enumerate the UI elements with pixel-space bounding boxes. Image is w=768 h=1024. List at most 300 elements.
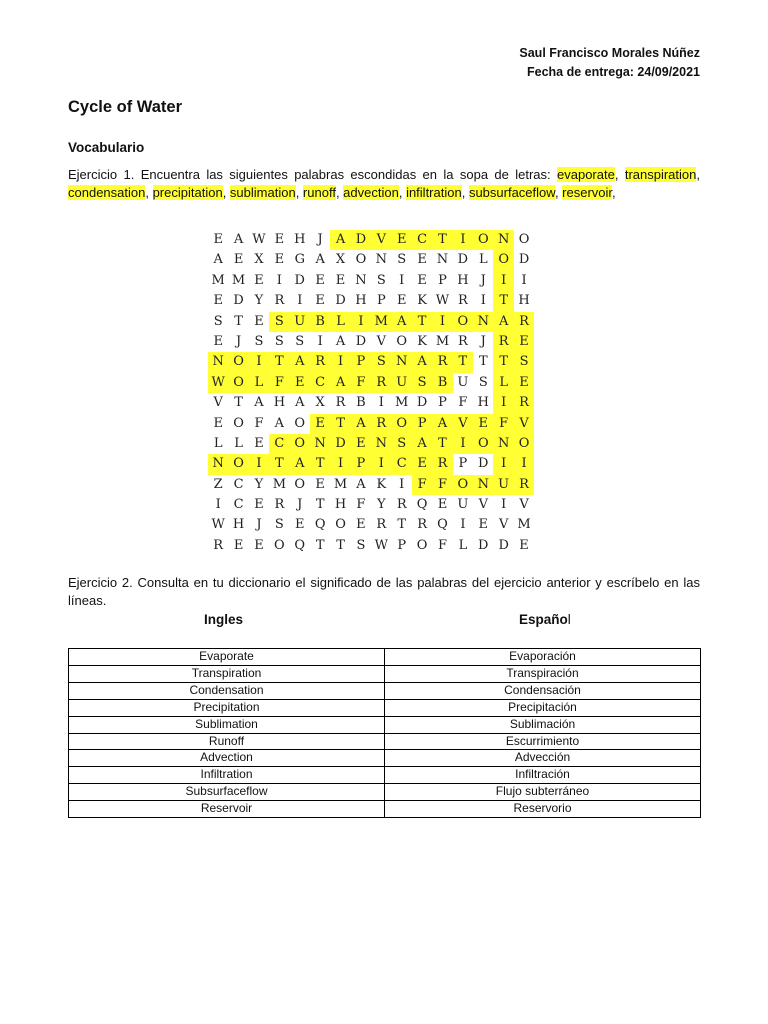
spanish-term: Evaporación xyxy=(385,649,701,666)
word-list-item: precipitation xyxy=(152,184,223,200)
grid-letter: F xyxy=(356,497,366,513)
grid-letter: F xyxy=(458,395,468,411)
grid-letter: T xyxy=(310,454,330,474)
grid-letter: O xyxy=(335,517,346,533)
grid-letter: E xyxy=(437,497,448,513)
grid-letter: M xyxy=(272,476,287,492)
word-list-item: advection xyxy=(343,184,399,200)
grid-letter: P xyxy=(397,537,407,553)
table-row xyxy=(69,699,701,716)
grid-letter: T xyxy=(234,313,243,329)
grid-letter: T xyxy=(315,497,325,513)
grid-letter: I xyxy=(432,312,452,332)
grid-letter: V xyxy=(519,497,529,513)
grid-letter: E xyxy=(290,373,310,393)
grid-row xyxy=(208,373,534,393)
grid-letter: V xyxy=(371,230,391,250)
grid-letter: U xyxy=(457,374,469,390)
spanish-term: Transpiración xyxy=(385,665,701,682)
grid-letter: T xyxy=(315,537,325,553)
grid-letter: K xyxy=(417,333,427,349)
grid-letter: S xyxy=(213,313,223,329)
grid-letter: N xyxy=(310,434,330,454)
grid-row xyxy=(208,454,534,474)
grid-letter: O xyxy=(228,352,248,372)
column-heading-english: Ingles xyxy=(204,612,244,627)
grid-letter: R xyxy=(457,293,468,309)
word-list-item: reservoir xyxy=(562,184,613,200)
grid-letter: B xyxy=(432,373,452,393)
grid-letter: A xyxy=(493,312,513,332)
grid-letter: I xyxy=(521,272,527,288)
grid-letter: I xyxy=(249,352,269,372)
grid-letter: T xyxy=(493,291,513,311)
grid-letter: D xyxy=(478,456,489,472)
grid-letter: O xyxy=(233,415,244,431)
grid-letter: I xyxy=(351,312,371,332)
grid-letter: N xyxy=(375,252,387,268)
grid-letter: N xyxy=(473,312,493,332)
grid-letter: L xyxy=(234,435,243,451)
document-header xyxy=(519,44,700,82)
grid-letter: I xyxy=(399,476,405,492)
grid-letter: H xyxy=(294,232,306,247)
exercise2-instructions: Ejercicio 2. Consulta en tu diccionario el significado de las palabras del ejercicio anterior y escríbelo en las líneas. xyxy=(68,575,700,608)
grid-letter: M xyxy=(231,272,246,288)
grid-letter: T xyxy=(432,230,452,250)
table-row xyxy=(69,750,701,767)
grid-letter: V xyxy=(498,517,509,533)
grid-letter: O xyxy=(228,373,248,393)
grid-letter: P xyxy=(351,454,371,474)
grid-letter: F xyxy=(493,414,513,434)
grid-letter: O xyxy=(473,434,493,454)
grid-letter: I xyxy=(480,293,486,309)
word-list-item: sublimation xyxy=(229,184,296,200)
grid-letter: I xyxy=(493,393,513,413)
grid-letter: U xyxy=(290,312,310,332)
grid-letter: J xyxy=(480,333,486,349)
grid-letter: I xyxy=(514,454,534,474)
grid-letter: L xyxy=(249,373,269,393)
english-term: Precipitation xyxy=(69,699,385,716)
grid-letter: D xyxy=(457,252,469,268)
grid-letter: V xyxy=(213,395,223,411)
grid-letter: E xyxy=(412,454,432,474)
grid-letter: O xyxy=(396,333,408,349)
grid-letter: R xyxy=(514,312,534,332)
grid-letter: O xyxy=(392,414,412,434)
grid-letter: E xyxy=(519,537,529,553)
grid-letter: U xyxy=(493,475,513,495)
grid-letter: M xyxy=(211,272,225,288)
grid-letter: O xyxy=(228,454,248,474)
grid-letter: T xyxy=(412,312,432,332)
grid-letter: A xyxy=(432,414,452,434)
grid-letter: N xyxy=(208,352,228,372)
grid-letter: W xyxy=(211,517,225,533)
grid-letter: N xyxy=(473,475,493,495)
grid-letter: N xyxy=(371,434,391,454)
grid-letter: A xyxy=(330,230,350,250)
grid-letter: P xyxy=(376,293,386,309)
grid-letter: O xyxy=(294,476,306,492)
grid-letter: A xyxy=(233,232,244,247)
grid-letter: E xyxy=(295,517,305,533)
grid-letter: O xyxy=(473,230,493,250)
grid-row xyxy=(208,352,534,372)
spanish-term: Advección xyxy=(385,750,701,767)
grid-letter: B xyxy=(356,395,366,411)
grid-letter: A xyxy=(330,373,350,393)
grid-letter: P xyxy=(412,414,432,434)
vocabulary-table-body xyxy=(69,649,701,818)
english-term: Subsurfaceflow xyxy=(69,784,385,801)
grid-letter: R xyxy=(274,293,285,309)
grid-letter: J xyxy=(297,497,303,513)
grid-letter: E xyxy=(315,293,325,309)
grid-letter: X xyxy=(254,252,264,268)
grid-letter: N xyxy=(208,454,228,474)
grid-letter: E xyxy=(274,232,285,247)
grid-letter: E xyxy=(213,415,223,431)
grid-letter: M xyxy=(371,312,391,332)
grid-letter: E xyxy=(392,230,412,250)
exercise1-intro: Ejercicio 1. Encuentra las siguientes palabras escondidas en la sopa de letras: xyxy=(68,167,558,182)
grid-letter: R xyxy=(432,352,452,372)
grid-letter: F xyxy=(269,373,289,393)
grid-letter: I xyxy=(453,230,473,250)
grid-letter: A xyxy=(412,352,432,372)
grid-letter: L xyxy=(330,312,350,332)
grid-letter: C xyxy=(392,454,412,474)
section-heading: Vocabulario xyxy=(68,140,145,155)
grid-row xyxy=(208,230,534,250)
grid-letter: C xyxy=(412,230,432,250)
grid-letter: I xyxy=(297,293,303,309)
grid-letter: E xyxy=(254,497,264,513)
grid-row xyxy=(208,536,534,556)
english-term: Infiltration xyxy=(69,767,385,784)
grid-letter: E xyxy=(315,272,325,288)
grid-letter: N xyxy=(392,352,412,372)
grid-letter: A xyxy=(335,333,346,349)
grid-letter: J xyxy=(480,272,486,288)
grid-letter: P xyxy=(458,456,468,472)
grid-letter: F xyxy=(351,373,371,393)
grid-letter: I xyxy=(378,395,384,411)
grid-letter: E xyxy=(254,537,264,553)
english-term: Advection xyxy=(69,750,385,767)
grid-letter: H xyxy=(477,395,489,411)
grid-letter: S xyxy=(356,537,366,553)
spanish-heading-tail: l xyxy=(567,612,571,627)
grid-letter: N xyxy=(493,434,513,454)
grid-letter: N xyxy=(436,252,449,268)
grid-letter: W xyxy=(252,232,266,247)
grid-row xyxy=(208,515,534,535)
grid-letter: V xyxy=(376,333,387,349)
grid-letter: O xyxy=(453,475,473,495)
grid-letter: I xyxy=(371,454,391,474)
english-term: Reservoir xyxy=(69,801,385,818)
grid-letter: J xyxy=(235,333,242,349)
grid-letter: D xyxy=(294,272,305,288)
grid-letter: E xyxy=(213,293,223,309)
grid-letter: F xyxy=(432,475,452,495)
grid-row xyxy=(208,332,534,352)
grid-letter: S xyxy=(274,517,284,533)
spanish-term: Flujo subterráneo xyxy=(385,784,701,801)
grid-letter: T xyxy=(453,352,473,372)
grid-letter: A xyxy=(290,352,310,372)
grid-letter: E xyxy=(473,414,493,434)
grid-letter: Y xyxy=(377,497,386,513)
grid-letter: Q xyxy=(416,497,428,513)
grid-letter: E xyxy=(351,434,371,454)
grid-letter: S xyxy=(478,374,488,390)
grid-letter: Q xyxy=(437,517,448,533)
word-list-item: infiltration xyxy=(406,184,462,200)
grid-letter: R xyxy=(417,517,427,533)
table-row xyxy=(69,682,701,699)
grid-letter: A xyxy=(315,252,325,268)
grid-letter: A xyxy=(254,395,264,411)
grid-letter: I xyxy=(317,333,323,349)
word-list: evaporate, transpiration, condensation, precipitation, sublimation, runoff, advection, infiltration, subsurfaceflow, reservoir, xyxy=(68,167,700,200)
grid-letter: E xyxy=(478,517,489,533)
grid-letter: K xyxy=(417,293,427,309)
grid-row xyxy=(208,393,534,413)
grid-letter: I xyxy=(330,352,350,372)
grid-letter: G xyxy=(294,252,305,268)
grid-letter: S xyxy=(392,434,412,454)
grid-letter: P xyxy=(438,272,447,288)
grid-letter: R xyxy=(274,497,285,513)
grid-letter: R xyxy=(371,373,391,393)
grid-row xyxy=(208,312,534,332)
spanish-heading-bold: Españo xyxy=(519,612,568,627)
grid-letter: X xyxy=(335,252,346,268)
grid-letter: O xyxy=(294,415,306,431)
grid-letter: D xyxy=(351,230,371,250)
word-list-item: subsurfaceflow xyxy=(468,184,555,200)
grid-letter: H xyxy=(273,395,286,411)
grid-letter: O xyxy=(453,312,473,332)
grid-letter: M xyxy=(435,333,450,349)
grid-letter: R xyxy=(457,333,468,349)
grid-letter: O xyxy=(493,250,513,270)
grid-letter: N xyxy=(493,230,513,250)
grid-letter: O xyxy=(514,434,534,454)
table-row xyxy=(69,716,701,733)
page-title: Cycle of Water xyxy=(68,98,183,116)
grid-letter: V xyxy=(514,414,534,434)
english-term: Runoff xyxy=(69,733,385,750)
english-term: Evaporate xyxy=(69,649,385,666)
grid-letter: D xyxy=(478,537,489,553)
grid-letter: J xyxy=(256,517,262,533)
word-list-item: evaporate xyxy=(557,167,615,182)
grid-letter: W xyxy=(435,293,450,309)
grid-letter: R xyxy=(493,332,513,352)
grid-letter: R xyxy=(371,414,391,434)
grid-letter: T xyxy=(234,395,243,411)
grid-letter: D xyxy=(355,333,367,349)
grid-letter: F xyxy=(254,415,264,431)
spanish-term: Infiltración xyxy=(385,767,701,784)
grid-letter: S xyxy=(514,352,534,372)
grid-letter: I xyxy=(493,271,513,291)
grid-letter: O xyxy=(274,537,285,553)
grid-letter: S xyxy=(397,252,407,268)
grid-letter: R xyxy=(213,537,224,553)
grid-letter: E xyxy=(310,414,330,434)
grid-row xyxy=(208,271,534,291)
grid-letter: O xyxy=(416,537,428,553)
grid-letter: E xyxy=(315,476,325,492)
grid-letter: M xyxy=(517,517,531,533)
grid-letter: E xyxy=(514,373,534,393)
grid-row xyxy=(208,414,534,434)
grid-row xyxy=(208,475,534,495)
grid-letter: T xyxy=(478,354,488,370)
grid-letter: L xyxy=(478,252,488,268)
grid-letter: F xyxy=(437,537,447,553)
grid-letter: W xyxy=(374,537,388,553)
spanish-term: Precipitación xyxy=(385,699,701,716)
grid-letter: M xyxy=(395,395,409,411)
grid-letter: W xyxy=(208,373,228,393)
grid-letter: A xyxy=(356,476,366,492)
grid-letter: R xyxy=(335,395,346,411)
grid-letter: C xyxy=(310,373,330,393)
grid-letter: E xyxy=(335,272,346,288)
grid-letter: E xyxy=(254,313,264,329)
grid-letter: R xyxy=(514,393,534,413)
grid-letter: I xyxy=(493,454,513,474)
grid-letter: D xyxy=(335,293,346,309)
grid-letter: I xyxy=(460,517,466,533)
grid-letter: Q xyxy=(294,537,306,553)
grid-letter: A xyxy=(392,312,412,332)
grid-letter: D xyxy=(518,252,530,268)
grid-letter: I xyxy=(215,497,221,513)
spanish-term: Escurrimiento xyxy=(385,733,701,750)
grid-letter: H xyxy=(232,517,245,533)
grid-letter: K xyxy=(376,476,387,492)
grid-letter: B xyxy=(310,312,330,332)
column-heading-spanish xyxy=(519,612,571,627)
grid-letter: R xyxy=(310,352,330,372)
grid-letter: N xyxy=(355,272,367,288)
grid-letter: A xyxy=(351,414,371,434)
grid-letter: S xyxy=(371,352,391,372)
grid-letter: E xyxy=(396,293,407,309)
grid-letter: R xyxy=(432,454,452,474)
grid-letter: I xyxy=(276,272,282,288)
grid-row xyxy=(208,495,534,515)
grid-letter: M xyxy=(333,476,348,492)
grid-letter: R xyxy=(376,517,387,533)
grid-letter: H xyxy=(334,497,347,513)
grid-letter: A xyxy=(213,252,223,268)
grid-letter: Y xyxy=(254,293,264,309)
english-term: Condensation xyxy=(69,682,385,699)
grid-letter: I xyxy=(453,434,473,454)
grid-letter: L xyxy=(493,373,513,393)
grid-letter: C xyxy=(233,497,244,513)
grid-letter: V xyxy=(478,497,488,513)
grid-letter: D xyxy=(233,293,244,309)
grid-row xyxy=(208,291,534,311)
author-name: Saul Francisco Morales Núñez xyxy=(519,46,700,60)
spanish-term: Sublimación xyxy=(385,716,701,733)
grid-letter: I xyxy=(330,454,350,474)
exercise1-instructions xyxy=(68,166,700,201)
grid-letter: A xyxy=(412,434,432,454)
table-row xyxy=(69,767,701,784)
grid-letter: O xyxy=(518,232,530,247)
grid-letter: T xyxy=(432,434,452,454)
grid-letter: P xyxy=(351,352,371,372)
grid-letter: V xyxy=(453,414,473,434)
grid-letter: R xyxy=(514,475,534,495)
grid-letter: T xyxy=(397,517,407,533)
word-list-item: runoff xyxy=(302,184,336,200)
grid-letter: S xyxy=(295,333,305,349)
grid-letter: E xyxy=(233,537,244,553)
grid-letter: T xyxy=(269,454,289,474)
grid-letter: E xyxy=(356,517,366,533)
table-row xyxy=(69,733,701,750)
grid-letter: E xyxy=(254,272,264,288)
due-date: Fecha de entrega: 24/09/2021 xyxy=(526,65,700,79)
grid-letter: J xyxy=(317,232,323,247)
grid-letter: I xyxy=(501,497,507,513)
grid-letter: E xyxy=(417,252,427,268)
spanish-term: Condensación xyxy=(385,682,701,699)
grid-letter: T xyxy=(330,414,350,434)
grid-letter: A xyxy=(274,415,285,431)
table-row xyxy=(69,649,701,666)
grid-letter: E xyxy=(213,333,223,349)
grid-letter: S xyxy=(274,333,284,349)
grid-letter: H xyxy=(457,272,469,288)
table-row xyxy=(69,784,701,801)
grid-letter: H xyxy=(518,293,530,309)
grid-letter: O xyxy=(290,434,310,454)
word-search-grid xyxy=(208,230,534,556)
grid-letter: E xyxy=(213,232,223,247)
grid-letter: S xyxy=(376,272,386,288)
grid-letter: E xyxy=(274,252,285,268)
grid-letter: T xyxy=(269,352,289,372)
grid-letter: D xyxy=(498,537,509,553)
grid-letter: I xyxy=(249,454,269,474)
grid-letter: F xyxy=(412,475,432,495)
grid-letter: T xyxy=(493,352,513,372)
vocabulary-table xyxy=(68,648,701,818)
grid-letter: S xyxy=(412,373,432,393)
grid-letter: S xyxy=(269,312,289,332)
grid-letter: E xyxy=(514,332,534,352)
grid-letter: H xyxy=(355,293,367,309)
grid-letter: E xyxy=(417,272,427,288)
grid-letter: C xyxy=(269,434,289,454)
grid-row xyxy=(208,434,534,454)
grid-letter: R xyxy=(396,497,407,513)
